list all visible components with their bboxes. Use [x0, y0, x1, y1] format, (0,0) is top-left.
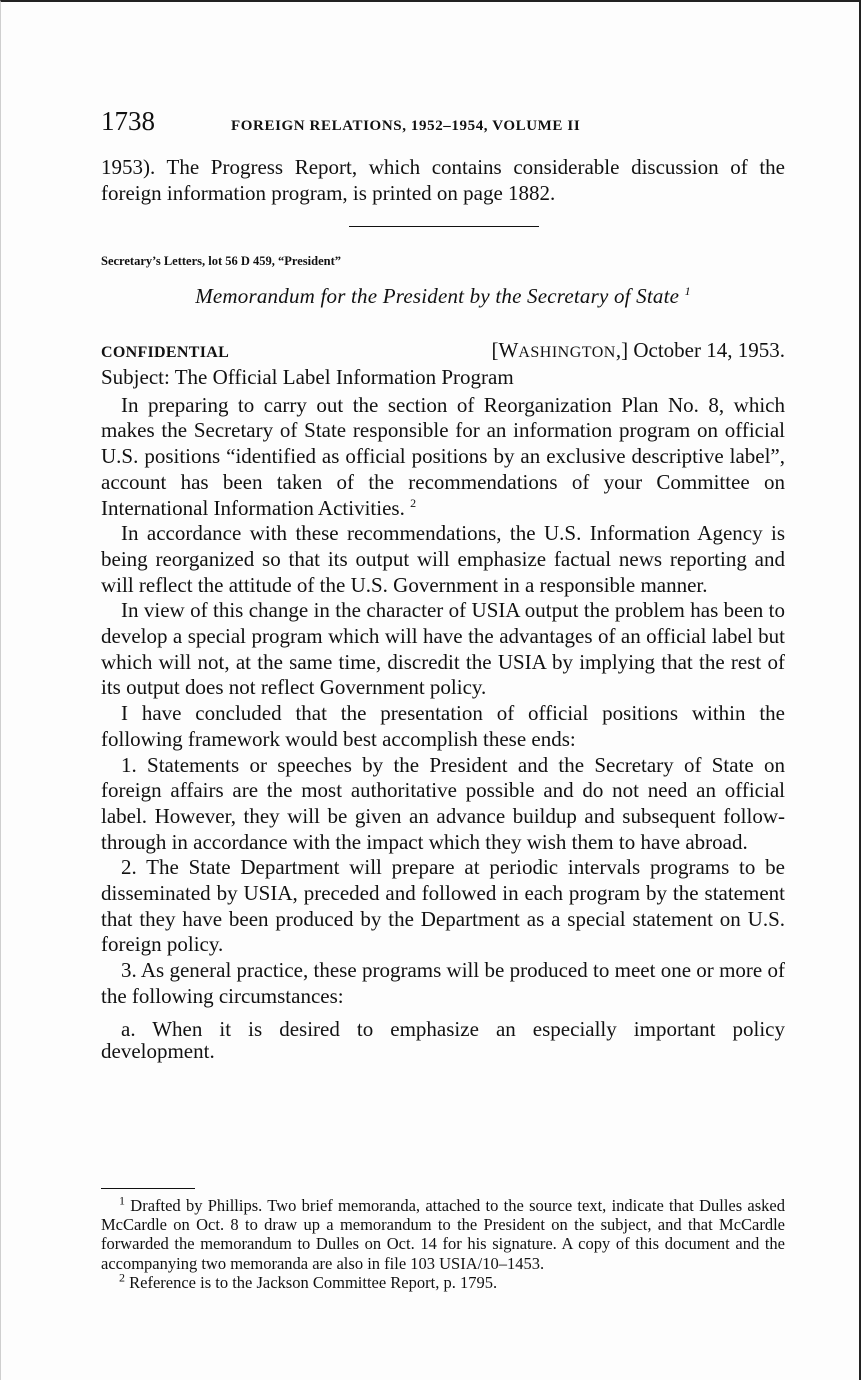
- footnote-2: [101, 1270, 785, 1292]
- carryover-paragraph: 1953). The Progress Report, which contains considerable discussion of the foreign information program, is printed on page 1882.: [101, 155, 785, 205]
- classification: CONFIDENTIAL: [101, 344, 230, 361]
- footnote-1-text: Drafted by Phillips. Two brief memoranda, attached to the source text, indicate that Dulles asked McCardle on Oct. 8 to draw up a memorandum to the President on the subject, and that McCardle forwarded the memorandum to Dulles on Oct. 14 for his signature. A copy of this document and the accompanying two memoranda are also in file 103 USIA/10–1453.: [101, 1196, 785, 1273]
- place-name: ASHINGTON: [518, 344, 616, 361]
- footnote-1: [101, 1193, 785, 1273]
- place-date: [491, 338, 785, 363]
- paragraph-2: In accordance with these recommendations, the U.S. Information Agency is being reorganized so that its output will emphasize factual news reporting and will reflect the attitude of the U.S. Government in a responsible manner.: [101, 521, 785, 597]
- paragraph-5: 1. Statements or speeches by the President and the Secretary of State on foreign affairs are the most authoritative possible and do not need an official label. However, they will be given an advance buildup and subsequent follow-through in accordance with the impact which they wish them to have abroad.: [101, 752, 785, 854]
- paragraph-8: a. When it is desired to emphasize an especially important policy development.: [101, 1016, 785, 1063]
- subject-line: Subject: The Official Label Information Program: [101, 365, 514, 389]
- page-number: 1738: [101, 106, 155, 136]
- footnote-2-text: Reference is to the Jackson Committee Report, p. 1795.: [129, 1272, 498, 1292]
- date-text: ,] October 14, 1953.: [615, 338, 785, 362]
- document-body: [101, 338, 785, 1062]
- paragraph-4: I have concluded that the presentation of official positions within the following framework would best accomplish these ends:: [101, 701, 785, 751]
- paragraph-7: 3. As general practice, these programs will be produced to meet one or more of the following circumstances:: [101, 958, 785, 1008]
- paragraph-1-text: In preparing to carry out the section of Reorganization Plan No. 8, which makes the Secretary of State responsible for an information program on official U.S. positions “identified as official positions by an exclusive descriptive label”, account has been taken of the recommendations of your Committee on International Information Activities.: [101, 392, 785, 520]
- section-divider: [349, 226, 539, 227]
- place-open: [W: [491, 338, 519, 362]
- document-title: [101, 284, 785, 309]
- classification-row: [101, 338, 785, 363]
- footnote-ref-2: 2: [410, 495, 417, 510]
- paragraph-6: 2. The State Department will prepare at periodic intervals programs to be disseminated by USIA, preceded and followed in each program by the statement that they have been produced by the Department as a special statement on U.S. foreign policy.: [101, 855, 785, 957]
- paragraph-3: In view of this change in the character of USIA output the problem has been to develop a special program which will have the advantages of an official label but which will not, at the same time, discredit the USIA by implying that the rest of its output does not reflect Government policy.: [101, 598, 785, 700]
- document-title-text: Memorandum for the President by the Secretary of State: [195, 284, 680, 308]
- page-header: [101, 106, 785, 146]
- footnote-divider: [101, 1188, 195, 1189]
- source-note: Secretary’s Letters, lot 56 D 459, “President”: [101, 254, 341, 268]
- carryover-block: [101, 155, 785, 206]
- footnotes: [101, 1193, 785, 1292]
- paragraph-1: [101, 393, 785, 522]
- running-head: FOREIGN RELATIONS, 1952–1954, VOLUME II: [231, 118, 581, 134]
- footnote-1-marker: 1: [119, 1193, 125, 1208]
- footnote-ref-1: 1: [684, 284, 691, 298]
- footnote-2-marker: 2: [119, 1270, 125, 1285]
